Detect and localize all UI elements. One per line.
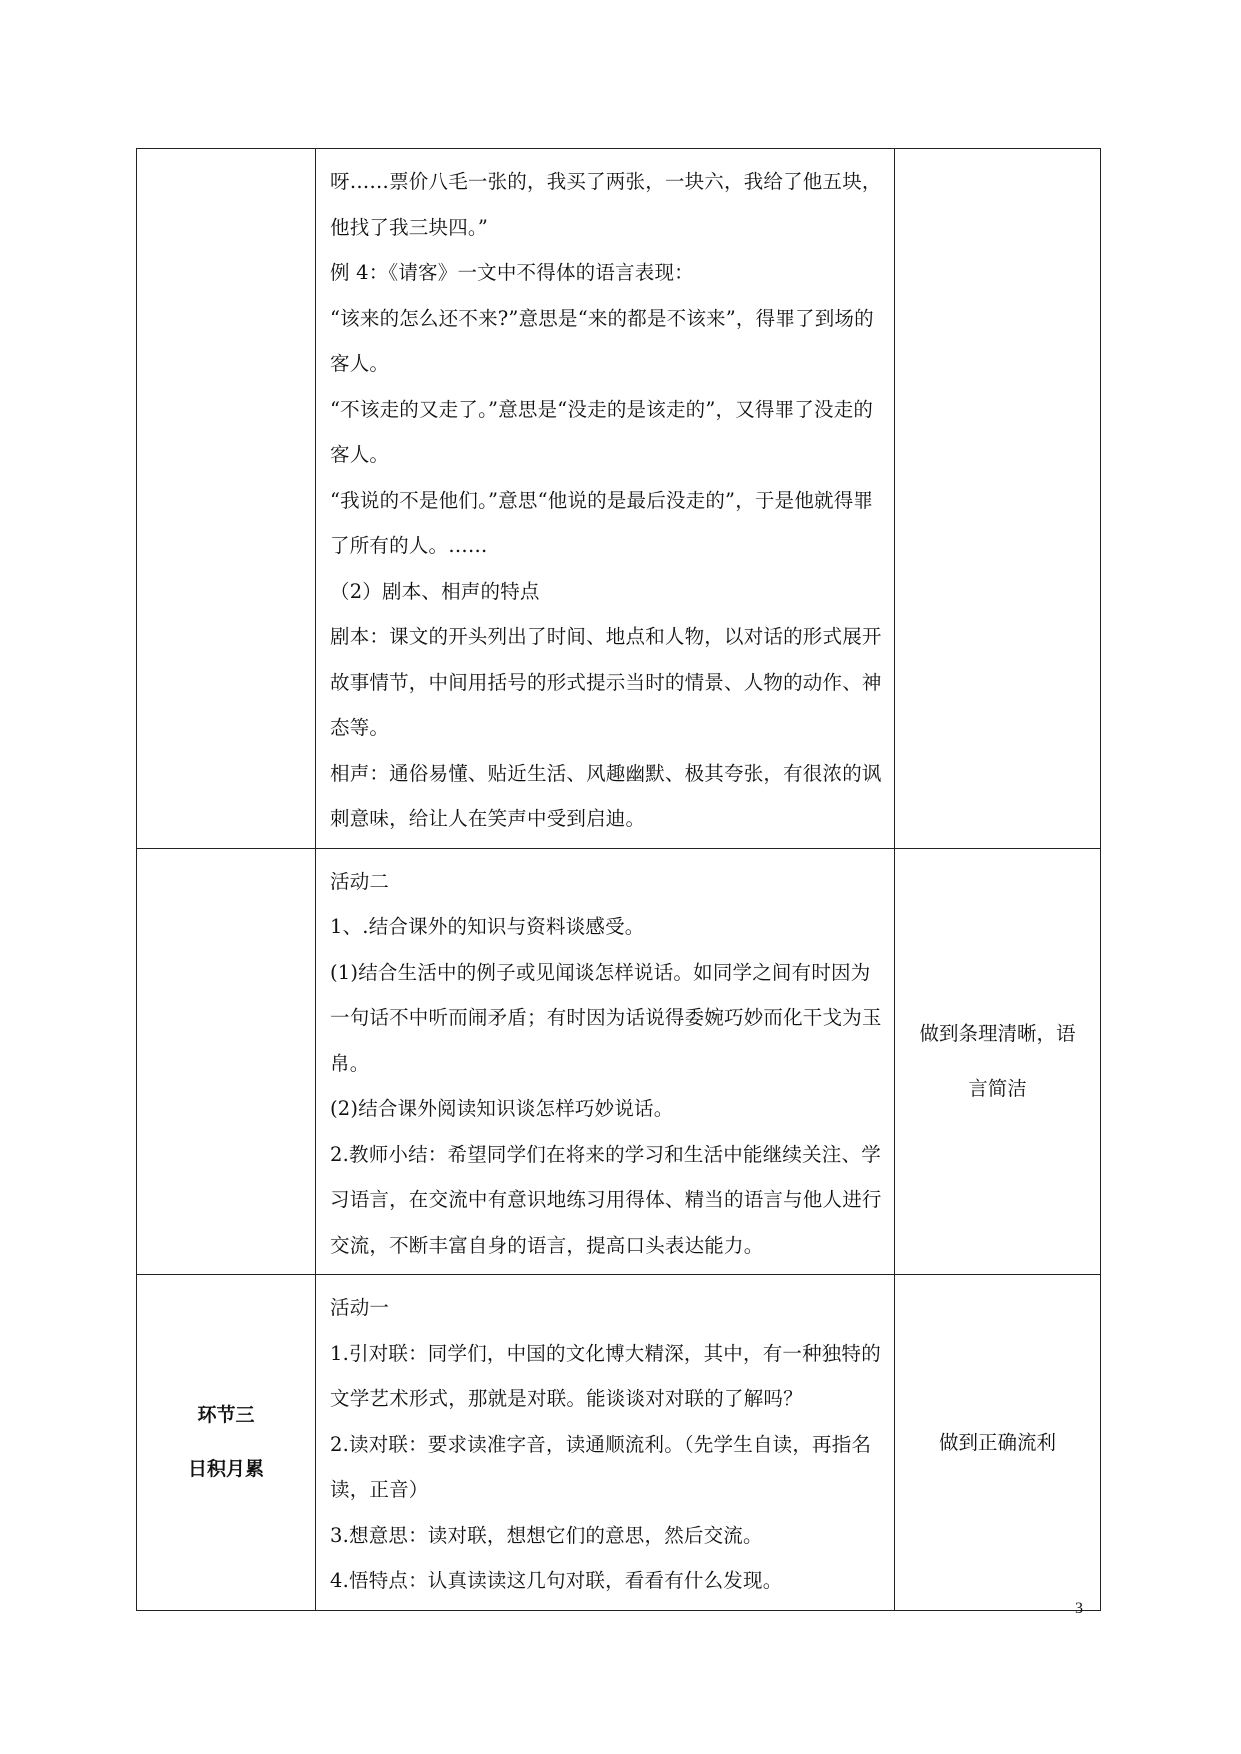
stage-title: 环节三 — [197, 1404, 255, 1427]
stage-cell — [137, 848, 316, 1275]
content-line: “不该走的又走了。”意思是“没走的是该走的”，又得罪了没走的客人。 — [330, 397, 874, 466]
content-line: “该来的怎么还不来?”意思是“来的都是不该来”，得罪了到场的客人。 — [330, 306, 874, 375]
content-line: 例 4：《请客》一文中不得体的语言表现： — [330, 261, 694, 284]
table-row — [137, 1275, 1101, 1611]
note-text: 做到条理清晰，语言简洁 — [919, 1022, 1076, 1101]
stage-cell — [137, 1275, 316, 1611]
content-cell — [316, 1275, 895, 1611]
content-cell — [316, 149, 895, 849]
stage-subtitle: 日积月累 — [187, 1458, 264, 1481]
content-line: 2.读对联：要求读准字音，读通顺流利。（先学生自读，再指名读，正音） — [330, 1432, 872, 1501]
lesson-plan-table — [136, 148, 1101, 1611]
table-row — [137, 149, 1101, 849]
content-line: 呀……票价八毛一张的，我买了两张，一块六，我给了他五块，他找了我三块四。” — [330, 170, 882, 239]
content-line: 活动一 — [330, 1296, 390, 1319]
table-row — [137, 848, 1101, 1275]
note-cell — [895, 1275, 1101, 1611]
content-line: （2）剧本、相声的特点 — [330, 579, 540, 603]
content-line: 2.教师小结：希望同学们在将来的学习和生活中能继续关注、学习语言，在交流中有意识地练习用得体、精当的语言与他人进行交流，不断丰富自身的语言，提高口头表达能力。 — [330, 1142, 882, 1257]
stage-cell — [137, 149, 316, 849]
content-line: 4.悟特点：认真读读这几句对联，看看有什么发现。 — [330, 1569, 783, 1592]
content-line: 剧本：课文的开头列出了时间、地点和人物，以对话的形式展开故事情节，中间用括号的形式提示当时的情景、人物的动作、神态等。 — [330, 625, 882, 739]
content-line: 活动二 — [330, 869, 390, 893]
content-line: 3.想意思：读对联，想想它们的意思，然后交流。 — [330, 1523, 763, 1547]
content-cell — [316, 848, 895, 1275]
note-cell — [895, 149, 1101, 849]
content-line: 1、.结合课外的知识与资料谈感受。 — [330, 915, 645, 938]
note-text: 做到正确流利 — [938, 1430, 1056, 1454]
note-cell — [895, 848, 1101, 1275]
content-line: 1.引对联：同学们，中国的文化博大精深，其中，有一种独特的文学艺术形式，那就是对联。能谈谈对对联的了解吗？ — [330, 1341, 881, 1410]
content-line: “我说的不是他们。”意思“他说的是最后没走的”，于是他就得罪了所有的人。…… — [330, 488, 874, 557]
content-line: (2)结合课外阅读知识谈怎样巧妙说话。 — [330, 1097, 674, 1120]
content-line: 相声：通俗易懂、贴近生活、风趣幽默、极其夸张，有很浓的讽刺意味，给让人在笑声中受到启迪。 — [330, 761, 882, 830]
page-number: 3 — [1075, 1600, 1083, 1617]
content-line: (1)结合生活中的例子或见闻谈怎样说话。如同学之间有时因为一句话不中听而闹矛盾；有时因为话说得委婉巧妙而化干戈为玉帛。 — [330, 960, 882, 1075]
